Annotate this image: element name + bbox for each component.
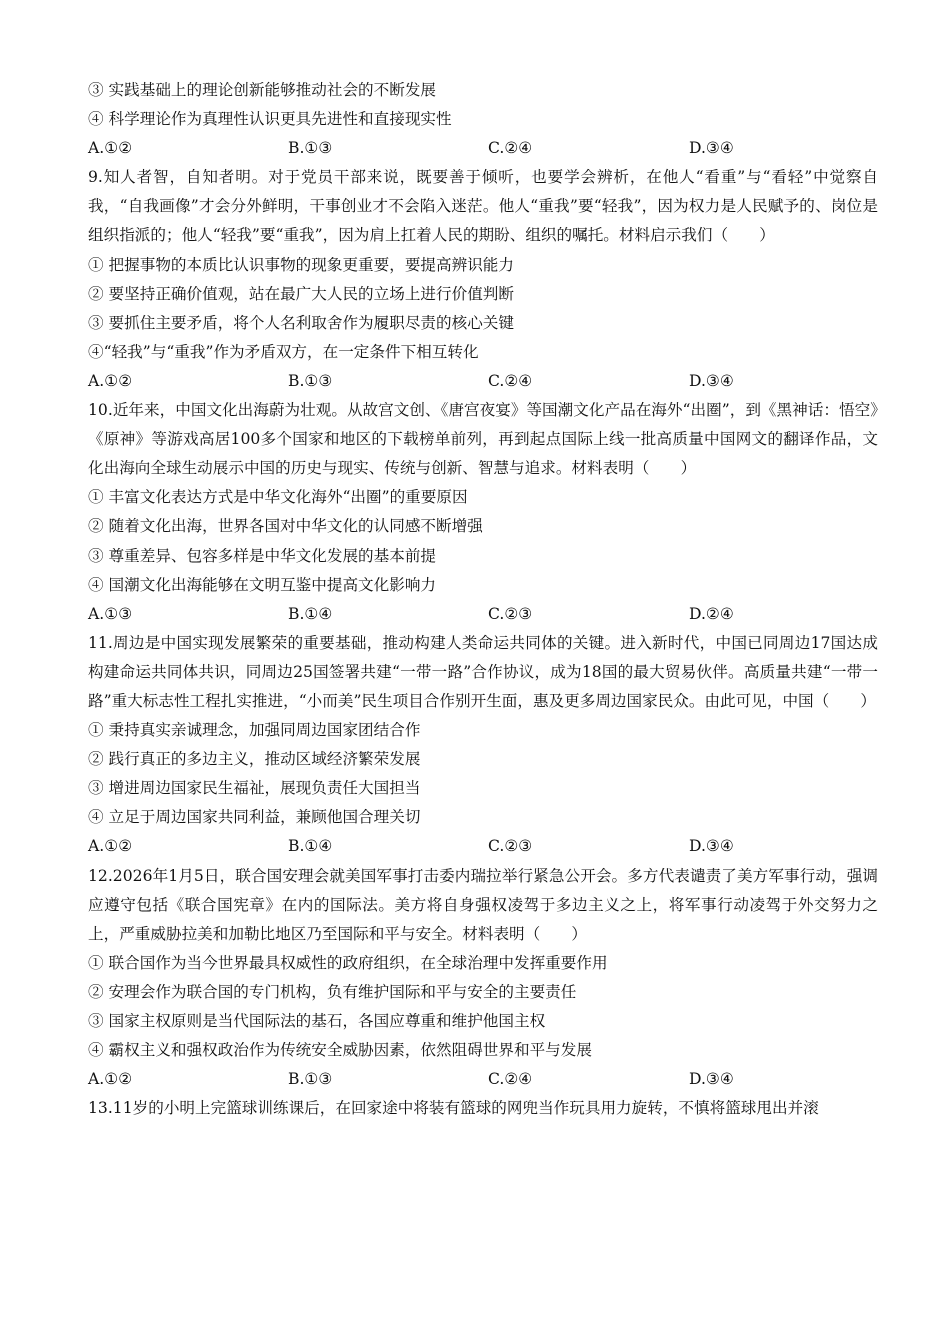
option-a: A.①②: [88, 371, 133, 390]
question-10-options: [88, 600, 878, 629]
option-a: A.①③: [88, 604, 133, 623]
question-8-options: [88, 134, 878, 163]
question-11: [88, 629, 878, 862]
question-8-item-4: ④ 科学理论作为真理性认识更具先进性和直接现实性: [88, 110, 452, 129]
question-8-item-3: ③ 实践基础上的理论创新能够推动社会的不断发展: [88, 81, 437, 99]
question-11-options: [88, 832, 878, 861]
option-d: D.②④: [689, 604, 734, 623]
option-b: B.①③: [288, 371, 333, 390]
question-10-item-2: ② 随着文化出海，世界各国对中华文化的认同感不断增强: [88, 517, 483, 536]
option-c: C.②③: [488, 604, 533, 623]
option-b: B.①④: [288, 604, 333, 623]
question-11-item-3: ③ 增进周边国家民生福祉，展现负责任大国担当: [88, 779, 421, 798]
question-12-item-3: ③ 国家主权原则是当代国际法的基石，各国应尊重和维护他国主权: [88, 1012, 546, 1030]
option-c: C.②③: [488, 837, 533, 856]
question-12-item-2: ② 安理会作为联合国的专门机构，负有维护国际和平与安全的主要责任: [88, 982, 577, 1001]
question-9-item-1: ① 把握事物的本质比认识事物的现象更重要，要提高辨识能力: [88, 255, 514, 274]
question-11-item-4: ④ 立足于周边国家共同利益，兼顾他国合理关切: [88, 808, 421, 827]
question-10-item-3: ③ 尊重差异、包容多样是中华文化发展的基本前提: [88, 546, 437, 565]
exam-page: [88, 76, 878, 1123]
question-11-item-1: ① 秉持真实亲诚理念，加强同周边国家团结合作: [88, 721, 421, 740]
question-11-stem: 11.周边是中国实现发展繁荣的重要基础，推动构建人类命运共同体的关键。进入新时代，中国已同周边17国达成构建命运共同体共识，同周边25国签署共建“一带一路”合作协议，成为18国的最大贸易伙伴。高质量共建“一带一路”重大标志性工程扎实推进，“小而美”民生项目合作别开生面，惠及更多周边国家民众。由此可见，中国（ ）: [88, 633, 878, 710]
question-10-item-1: ① 丰富文化表达方式是中华文化海外“出圈”的重要原因: [88, 488, 468, 507]
option-b: B.①④: [288, 837, 333, 856]
question-9-item-2: ② 要坚持正确价值观，站在最广大人民的立场上进行价值判断: [88, 284, 514, 303]
question-13: [88, 1094, 878, 1123]
question-8-tail: [88, 76, 878, 163]
option-d: D.③④: [689, 371, 734, 390]
option-d: D.③④: [689, 139, 734, 158]
option-c: C.②④: [488, 1070, 533, 1089]
question-12-item-4: ④ 霸权主义和强权政治作为传统安全威胁因素，依然阻碍世界和平与发展: [88, 1041, 592, 1060]
option-c: C.②④: [488, 139, 533, 158]
question-12-item-1: ① 联合国作为当今世界最具权威性的政府组织，在全球治理中发挥重要作用: [88, 953, 608, 972]
option-c: C.②④: [488, 371, 533, 390]
option-b: B.①③: [288, 1070, 333, 1089]
question-9-stem: 9.知人者智，自知者明。对于党员干部来说，既要善于倾听，也要学会辨析，在他人“看重”与“看轻”中觉察自我，“自我画像”才会分外鲜明，干事创业才不会陷入迷茫。他人“重我”要“轻我”，因为权力是人民赋予的、岗位是组织指派的；他人“轻我”要“重我”，因为肩上扛着人民的期盼、组织的嘱托。材料启示我们（ ）: [88, 168, 878, 245]
question-10-stem: 10.近年来，中国文化出海蔚为壮观。从故宫文创、《唐宫夜宴》等国潮文化产品在海外“出圈”，到《黑神话：悟空》《原神》等游戏高居100多个国家和地区的下载榜单前列，再到起点国际上线一批高质量中国网文的翻译作品，文化出海向全球生动展示中国的历史与现实、传统与创新、智慧与追求。材料表明（ ）: [88, 401, 878, 478]
option-d: D.③④: [689, 1070, 734, 1089]
question-9-item-4: ④“轻我”与“重我”作为矛盾双方，在一定条件下相互转化: [88, 342, 479, 361]
question-10-item-4: ④ 国潮文化出海能够在文明互鉴中提高文化影响力: [88, 575, 437, 594]
question-11-item-2: ② 践行真正的多边主义，推动区域经济繁荣发展: [88, 750, 421, 769]
question-12-stem: 12.2026年1月5日，联合国安理会就美国军事打击委内瑞拉举行紧急公开会。多方代表谴责了美方军事行动，强调应遵守包括《联合国宪章》在内的国际法。美方将自身强权凌驾于多边主义之上，将军事行动凌驾于外交努力之上，严重威胁拉美和加勒比地区乃至国际和平与安全。材料表明（ ）: [88, 866, 878, 943]
question-13-stem: 13.11岁的小明上完篮球训练课后，在回家途中将装有篮球的网兜当作玩具用力旋转，不慎将篮球甩出并滚: [88, 1099, 819, 1118]
question-9: [88, 163, 878, 396]
question-12: [88, 862, 878, 1095]
option-b: B.①③: [288, 139, 333, 158]
option-a: A.①②: [88, 1070, 133, 1089]
question-9-item-3: ③ 要抓住主要矛盾，将个人名利取舍作为履职尽责的核心关键: [88, 313, 514, 332]
question-12-options: [88, 1065, 878, 1094]
question-10: [88, 396, 878, 629]
option-d: D.③④: [689, 837, 734, 856]
option-a: A.①②: [88, 837, 133, 856]
question-9-options: [88, 367, 878, 396]
option-a: A.①②: [88, 139, 133, 158]
